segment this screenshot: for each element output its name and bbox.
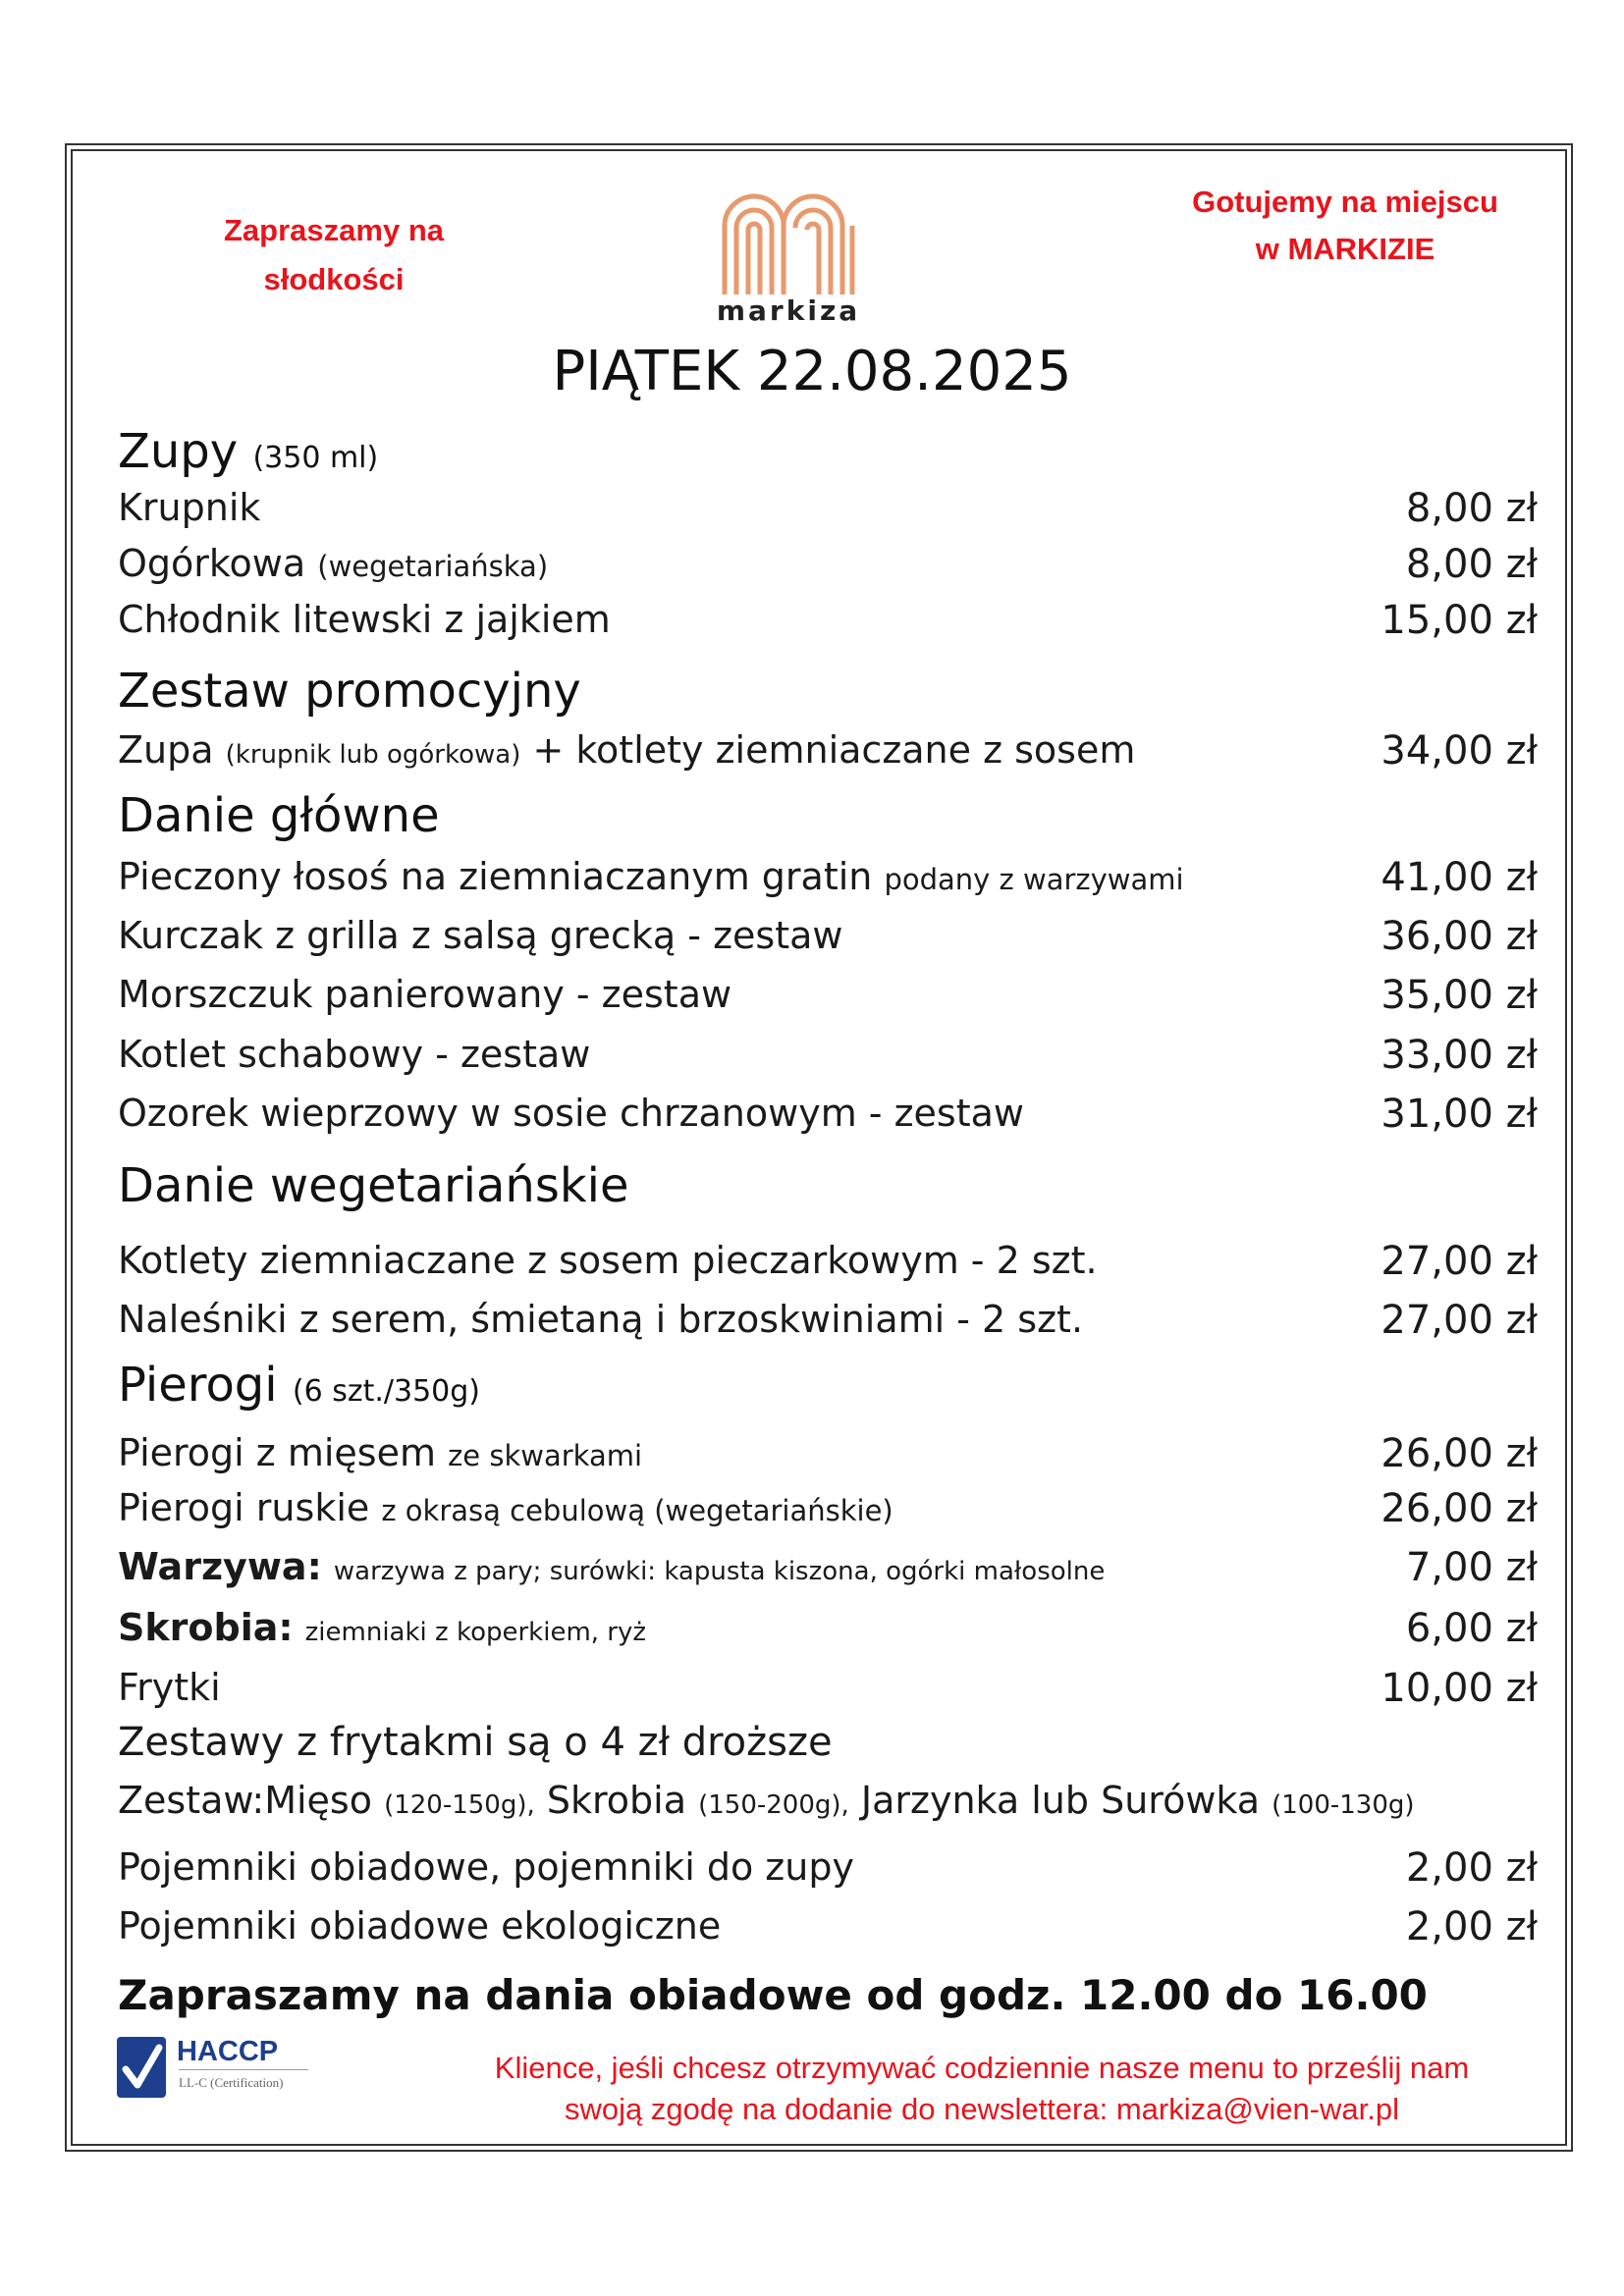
menu-item: Pojemniki obiadowe, pojemniki do zupy 2,00 zł [118, 1845, 1538, 1891]
section-heading-vegetarian: Danie wegetariańskie [118, 1158, 629, 1213]
sweets-invitation: Zapraszamy na słodkości [224, 213, 444, 296]
menu-item: Ozorek wieprzowy w sosie chrzanowym - zestaw 31,00 zł [118, 1092, 1538, 1137]
menu-item: Ogórkowa (wegetariańska) 8,00 zł [118, 542, 1538, 587]
haccp-certification: LL-C (Certification) [179, 2075, 284, 2090]
menu-item: Morszczuk panierowany - zestaw 35,00 zł [118, 973, 1538, 1018]
menu-item: Krupnik 8,00 zł [118, 486, 1538, 531]
menu-item: Pieczony łosoś na ziemniaczanym gratin podany z warzywami 41,00 zł [118, 855, 1538, 900]
newsletter-note: Klience, jeśli chcesz otrzymywać codziennie nasze menu to prześlij nam swoją zgodę na dodanie do newslettera: markiza@vien-war.pl [494, 2051, 1470, 2126]
fries-note: Zestawy z frytakmi są o 4 zł droższe [118, 1720, 833, 1765]
haccp-divider [179, 2069, 308, 2070]
menu-item: Naleśniki z serem, śmietaną i brzoskwiniami - 2 szt. 27,00 zł [118, 1298, 1538, 1343]
page-title: PIĄTEK 22.08.2025 [552, 340, 1072, 403]
menu-item: Zupa (krupnik lub ogórkowa) + kotlety ziemniaczane z sosem 34,00 zł [118, 728, 1538, 774]
section-heading-mains: Danie główne [118, 788, 440, 843]
section-heading-soups: Zupy (350 ml) [118, 424, 379, 479]
menu-item: Pojemniki obiadowe ekologiczne 2,00 zł [118, 1904, 1538, 1949]
markiza-logo-icon [715, 187, 862, 296]
menu-item: Pierogi ruskie z okrasą cebulową (wegetariańskie) 26,00 zł [118, 1486, 1538, 1531]
menu-item: Warzywa: warzywa z pary; surówki: kapusta kiszona, ogórki małosolne 7,00 zł [118, 1545, 1538, 1590]
menu-item: Pierogi z mięsem ze skwarkami 26,00 zł [118, 1431, 1538, 1476]
haccp-label: HACCP [177, 2036, 279, 2067]
section-heading-promo: Zestaw promocyjny [118, 664, 581, 719]
opening-hours-note: Zapraszamy na dania obiadowe od godz. 12.00 do 16.00 [118, 1971, 1428, 2019]
logo-wordmark: markiza [716, 294, 861, 327]
cooking-on-site-note: Gotujemy na miejscu w MARKIZIE [1192, 185, 1498, 266]
menu-item: Skrobia: ziemniaki z koperkiem, ryż 6,00 zł [118, 1606, 1538, 1651]
haccp-check-icon [116, 2036, 167, 2099]
menu-item: Chłodnik litewski z jajkiem 15,00 zł [118, 598, 1538, 643]
menu-item: Kurczak z grilla z salsą grecką - zestaw 36,00 zł [118, 914, 1538, 959]
set-composition: Zestaw:Mięso (120-150g), Skrobia (150-200g), Jarzynka lub Surówka (100-130g) [118, 1779, 1415, 1822]
menu-item: Kotlety ziemniaczane z sosem pieczarkowym - 2 szt. 27,00 zł [118, 1239, 1538, 1284]
menu-item: Frytki 10,00 zł [118, 1666, 1538, 1711]
section-heading-pierogi: Pierogi (6 szt./350g) [118, 1358, 480, 1413]
menu-item: Kotlet schabowy - zestaw 33,00 zł [118, 1033, 1538, 1078]
